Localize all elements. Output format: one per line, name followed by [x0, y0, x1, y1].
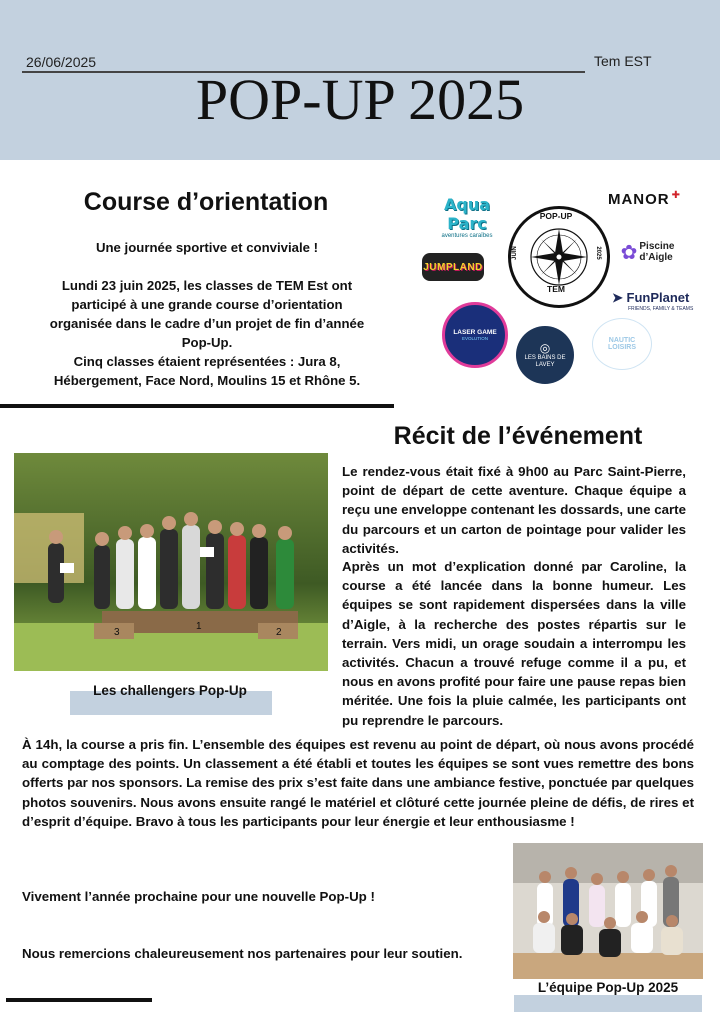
aquaparc-logo	[422, 193, 512, 241]
podium-third: 3	[114, 627, 120, 638]
organization-name: Tem EST	[594, 53, 652, 69]
aquaparc-sub: aventures caraïbes	[441, 233, 493, 239]
jumpland-logo	[422, 253, 484, 281]
recit-paragraph-2: Après un mot d’explication donné par Caroline, la course a été lancée dans la bonne humeur. Les équipes se sont rapidement dispersées dans la ville d’Aigle, à la recherche des postes répartis sur le terrain. Vers midi, un orage soudain a interrompu les activités. Chacun a trouvé refuge comme il a pu, et nous en avons profité pour faire une pause repas bien méritée. Une fois la pluie calmée, les participants ont pu reprendre le parcours.	[342, 559, 686, 728]
nautic-loisirs-logo	[592, 318, 652, 370]
thanks-line: Nous remercions chaleureusement nos partenaires pour leur soutien.	[22, 946, 463, 961]
octopus-icon: ✿	[620, 241, 638, 264]
recit-paragraph-1: Le rendez-vous était fixé à 9h00 au Parc Saint-Pierre, point de départ de cette aventure. Chaque équipe a reçu une enveloppe contenant les dossards, une carte du parcours et un carton de pointage pour valider les activités.	[342, 464, 686, 556]
badge-bottom-label: TEM	[547, 284, 565, 294]
team-photo	[513, 843, 703, 979]
jumpland-name: JUMPLAND	[423, 261, 483, 273]
issue-date: 26/06/2025	[26, 54, 97, 70]
podium-second: 2	[276, 627, 282, 638]
bains-lavey-logo	[516, 326, 574, 384]
aquaparc-name: Aqua Parc	[443, 195, 491, 233]
page-title: POP-UP 2025	[195, 67, 525, 132]
team-caption-bar	[514, 995, 702, 1012]
bath-icon: ◎	[539, 341, 551, 355]
badge-right-label: 2025	[595, 246, 601, 260]
team-caption: L’équipe Pop-Up 2025	[537, 980, 679, 995]
manor-name: MANOR	[607, 190, 670, 208]
lasergame-name: LASER GAME	[453, 329, 497, 336]
footer-divider	[6, 998, 152, 1002]
bains-name: LES BAINS DE LAVEY	[524, 355, 566, 368]
group-photo-image	[14, 453, 328, 671]
piscine-aigle-logo	[618, 234, 686, 270]
classes-paragraph: Cinq classes étaient représentées : Jura 8, Hébergement, Face Nord, Moulins 15 et Rhône 5.	[53, 354, 361, 388]
funplanet-sub: FRIENDS, FAMILY & TEAMS	[628, 306, 694, 312]
tagline: Une journée sportive et conviviale !	[95, 240, 319, 255]
badge-top-label: POP-UP	[539, 211, 573, 221]
challengers-caption: Les challengers Pop-Up	[93, 683, 247, 698]
manor-star-icon: ✚	[671, 189, 681, 201]
piscine-name: Piscine d’Aigle	[639, 241, 675, 263]
team-photo-image	[513, 843, 703, 979]
section-title-orientation: Course d’orientation	[83, 188, 329, 216]
conclusion-paragraph: À 14h, la course a pris fin. L’ensemble des équipes est revenu au point de départ, où nous avons procédé au comptage des points. Un classement a été établi et toutes les équipes se sont vues remettre des bons offerts par nos sponsors. La remise des prix s’est faite dans une ambiance festive, ponctuée par quelques photos souvenirs. Nous avons ensuite rangé le matériel et clôturé cette journée pleine de défis, de rires et d’esprit d’équipe. Bravo à tous les participants pour leur énergie et leur enthousiasme !	[22, 737, 694, 829]
challengers-photo	[14, 453, 328, 671]
section-title-recit: Récit de l’événement	[393, 422, 643, 450]
manor-logo	[604, 188, 684, 210]
podium-first: 1	[196, 621, 202, 632]
intro-paragraph: Lundi 23 juin 2025, les classes de TEM Est ont participé à une grande course d’orientation organisée dans le cadre d’un projet de fin d’année Pop-Up.	[49, 278, 365, 350]
nautic-name: NAUTIC LOISIRS	[607, 337, 636, 351]
section-divider-1	[0, 404, 394, 408]
lasergame-sub: EVOLUTION	[461, 336, 488, 341]
badge-left-label: JUIN	[512, 246, 518, 260]
lasergame-logo	[442, 302, 508, 368]
next-year-line: Vivement l’année prochaine pour une nouvelle Pop-Up !	[22, 889, 375, 904]
funplanet-icon: ➤	[612, 290, 627, 305]
funplanet-name: FunPlanet	[626, 290, 690, 305]
funplanet-logo	[612, 290, 716, 314]
